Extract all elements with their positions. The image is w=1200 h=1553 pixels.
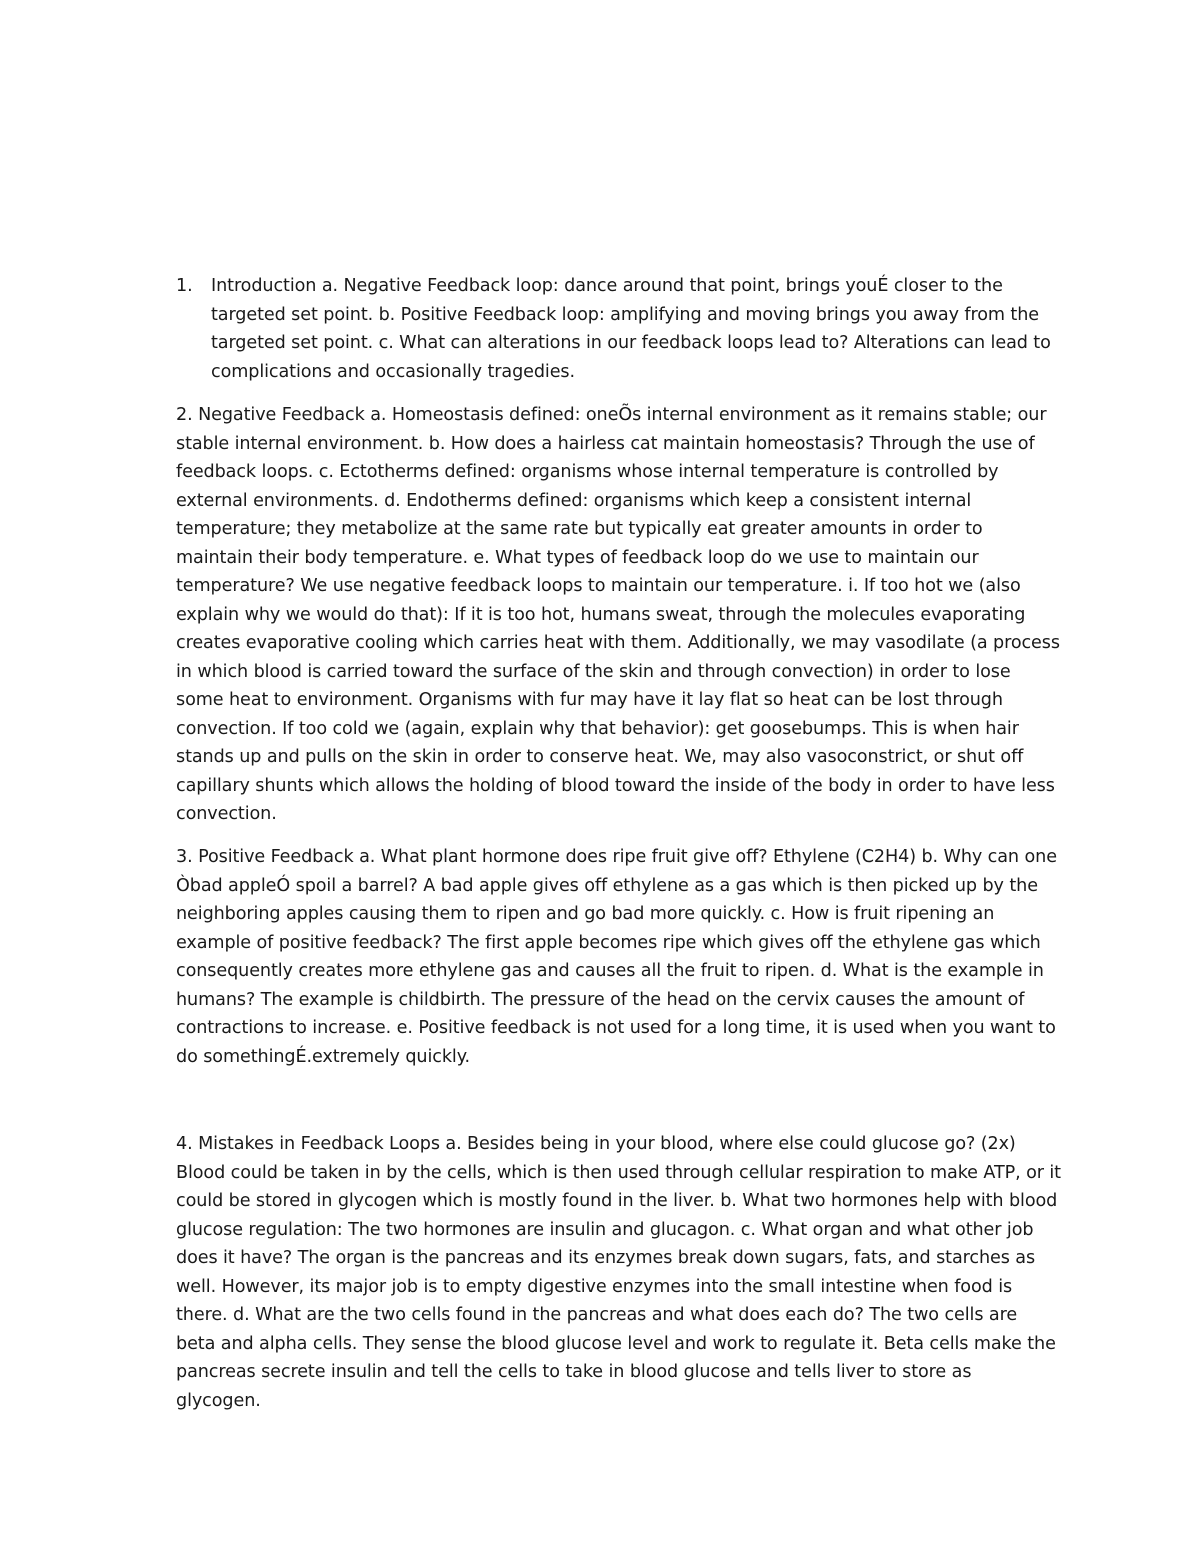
list-item-introduction [176,272,1061,386]
negative-feedback-paragraph: 2. Negative Feedback a. Homeostasis defined: oneÕs internal environment as it remains stable; our stable internal environment. b. How does a hairless cat maintain homeostasis? Through the use of feedback loops. c. Ectotherms defined: organisms whose internal temperature is controlled by external environments. d. Endotherms defined: organisms which keep a consistent internal temperature; they metabolize at the same rate but typically eat greater amounts in order to maintain their body temperature. e. What types of feedback loop do we use to maintain our temperature? We use negative feedback loops to maintain our temperature. i. If too hot we (also explain why we would do that): If it is too hot, humans sweat, through the molecules evaporating creates evaporative cooling which carries heat with them. Additionally, we may vasodilate (a process in which blood is carried toward the surface of the skin and through convection) in order to lose some heat to environment. Organisms with fur may have it lay flat so heat can be lost through convection. If too cold we (again, explain why that behavior): get goosebumps. This is when hair stands up and pulls on the skin in order to conserve heat. We, may also vasoconstrict, or shut off capillary shunts which allows the holding of blood toward the inside of the body in order to have less convection. [176,405,1060,824]
positive-feedback-paragraph: 3. Positive Feedback a. What plant hormone does ripe fruit give off? Ethylene (C2H4) b. Why can one Òbad appleÓ spoil a barrel? A bad apple gives off ethylene as a gas which is then picked up by the neighboring apples causing them to ripen and go bad more quickly. c. How is fruit ripening an example of positive feedback? The first apple becomes ripe which gives off the ethylene gas which consequently creates more ethylene gas and causes all the fruit to ripen. d. What is the example in humans? The example is childbirth. The pressure of the head on the cervix causes the amount of contractions to increase. e. Positive feedback is not used for a long time, it is used when you want to do somethingÉ.extremely quickly. [176,847,1057,1067]
mistakes-in-feedback-loops-paragraph: 4. Mistakes in Feedback Loops a. Besides being in your blood, where else could glucose go? (2x) Blood could be taken in by the cells, which is then used through cellular respiration to make ATP, or it could be stored in glycogen which is mostly found in the liver. b. What two hormones help with blood glucose regulation: The two hormones are insulin and glucagon. c. What organ and what other job does it have? The organ is the pancreas and its enzymes break down sugars, fats, and starches as well. However, its major job is to empty digestive enzymes into the small intestine when food is there. d. What are the two cells found in the pancreas and what does each do? The two cells are beta and alpha cells. They sense the blood glucose level and work to regulate it. Beta cells make the pancreas secrete insulin and tell the cells to take in blood glucose and tells liver to store as glycogen. [176,1134,1061,1411]
introduction-text: Introduction a. Negative Feedback loop: dance around that point, brings youÉ closer to the targeted set point. b. Positive Feedback loop: amplifying and moving brings you away from the targeted set point. c. What can alterations in our feedback loops lead to? Alterations can lead to complications and occasionally tragedies. [211,276,1051,382]
list-item-number: 1. [176,276,193,296]
